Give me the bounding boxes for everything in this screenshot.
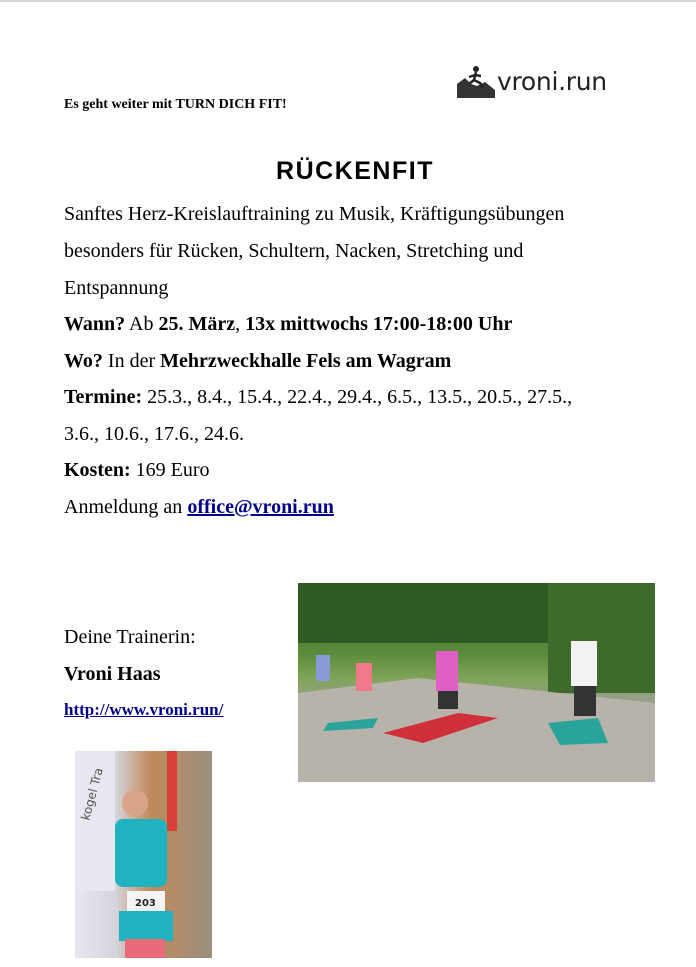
intro-heading: Es geht weiter mit TURN DICH FIT! [64,97,287,112]
website-link[interactable]: http://www.vroni.run/ [64,700,224,719]
trainer-name: Vroni Haas [64,663,161,685]
group-training-photo [298,583,655,782]
signup-line [64,496,334,519]
where-label: Wo? [64,350,103,372]
when-line [64,313,512,336]
description-line: Sanftes Herz-Kreislauftraining zu Musik, Kräftigungsübungen [64,203,565,225]
when-label: Wann? [64,313,126,335]
logo-text: vroni.run [497,66,607,96]
cost-line [64,459,210,482]
email-link[interactable]: office@vroni.run [187,496,334,518]
trainer-label: Deine Trainerin: [64,626,196,648]
dates-values: 25.3., 8.4., 15.4., 22.4., 29.4., 6.5., 13.5., 20.5., 27.5., [142,386,573,408]
signup-pre: Anmeldung an [64,496,188,518]
description-line: besonders für Rücken, Schultern, Nacken, Stretching und [64,240,524,262]
top-border [0,0,696,2]
cost-value: 169 Euro [130,459,210,481]
race-bib-number: 203 [135,898,156,909]
group-training-scene [298,583,655,782]
page-title: RÜCKENFIT [276,157,434,185]
where-pre: In der [102,350,161,372]
dates-line [64,386,572,409]
runner-logo-icon [457,64,495,98]
dates-label: Termine: [64,386,143,408]
trainer-photo [75,751,212,958]
when-pre: Ab [125,313,159,335]
banner-text: kogel Tra [78,766,106,822]
trainer-running-scene [75,751,212,958]
where-place: Mehrzweckhalle Fels am Wagram [160,350,452,372]
when-date: 25. März [158,313,236,335]
cost-label: Kosten: [64,459,131,481]
when-sep: , [235,313,246,335]
website-line [64,700,223,720]
when-detail: 13x mittwochs 17:00-18:00 Uhr [245,313,513,335]
where-line [64,350,451,373]
dates-line-2: 3.6., 10.6., 17.6., 24.6. [64,423,244,445]
logo [457,64,607,98]
description-line: Entspannung [64,277,169,299]
